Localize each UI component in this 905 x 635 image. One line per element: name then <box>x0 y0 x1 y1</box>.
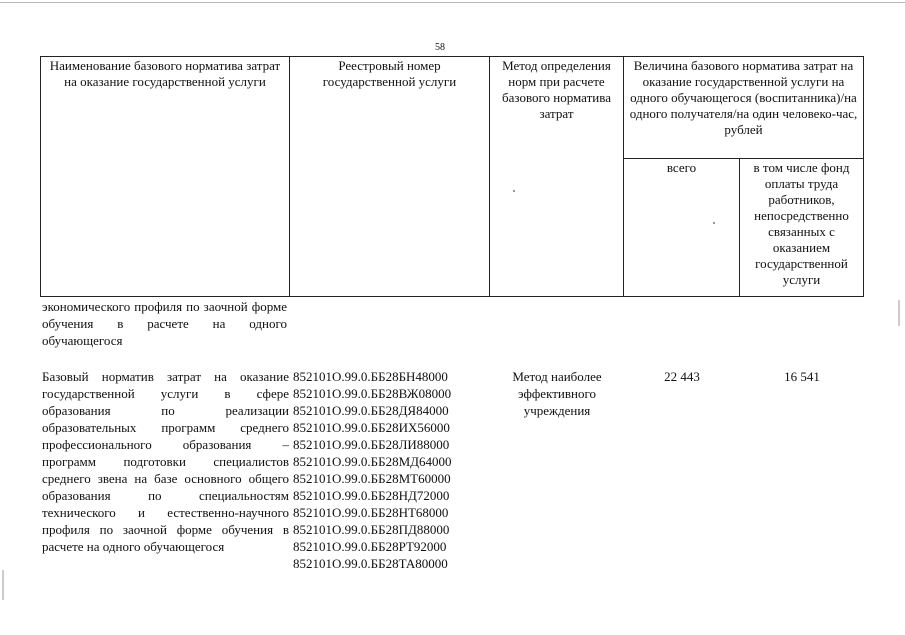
registry-code: 852101О.99.0.ББ28ВЖ08000 <box>293 386 452 401</box>
registry-code: 852101О.99.0.ББ28МД64000 <box>293 454 452 469</box>
registry-code: 852101О.99.0.ББ28НТ68000 <box>293 505 449 520</box>
registry-code: 852101О.99.0.ББ28МТ60000 <box>293 471 451 486</box>
row-name: Базовый норматив затрат на оказание государственной услуги в сфере образования по реализации образовательных программ среднего профессионального образования – программ подготовки специалистов среднего звена на базе основного общего образования по специальностям технического и естественно-научного профиля по заочной форме обучения в расчете на одного обучающегося <box>42 369 289 554</box>
scan-edge-mark <box>2 570 4 600</box>
header-method: Метод определения норм при расчете базового норматива затрат <box>490 57 624 297</box>
scan-speck <box>513 190 515 192</box>
registry-code: 852101О.99.0.ББ28ТА80000 <box>293 556 448 571</box>
registry-code: 852101О.99.0.ББ28ЛИ88000 <box>293 437 450 452</box>
registry-code: 852101О.99.0.ББ28БН48000 <box>293 369 448 384</box>
header-value: Величина базового норматива затрат на оказание государственной услуги на одного обучающегося (воспитанника)/на одного получателя/на один человеко-час, рублей <box>624 57 864 159</box>
header-registry: Реестровый номер государственной услуги <box>290 57 490 297</box>
row-total: 22 443 <box>664 369 700 384</box>
continuation-text: экономического профиля по заочной форме обучения в расчете на одного обучающегося <box>42 299 287 348</box>
header-fot: в том числе фонд оплаты труда работников, непосредственно связанных с оказанием государственной услуги <box>740 159 864 297</box>
registry-codes <box>293 368 488 572</box>
top-rule <box>0 2 905 3</box>
registry-code: 852101О.99.0.ББ28ИХ56000 <box>293 420 450 435</box>
registry-code: 852101О.99.0.ББ28РТ92000 <box>293 539 447 554</box>
header-total: всего <box>624 159 740 297</box>
header-name: Наименование базового норматива затрат на оказание государственной услуги <box>41 57 290 297</box>
scan-edge-mark <box>898 300 900 326</box>
row-fot: 16 541 <box>784 369 820 384</box>
registry-code: 852101О.99.0.ББ28ДЯ84000 <box>293 403 449 418</box>
registry-code: 852101О.99.0.ББ28ПД88000 <box>293 522 450 537</box>
page-number: 58 <box>435 42 445 53</box>
header-table <box>40 56 864 297</box>
row-method: Метод наиболее эффективного учреждения <box>512 369 602 418</box>
scan-speck <box>713 222 715 224</box>
registry-code: 852101О.99.0.ББ28НД72000 <box>293 488 450 503</box>
